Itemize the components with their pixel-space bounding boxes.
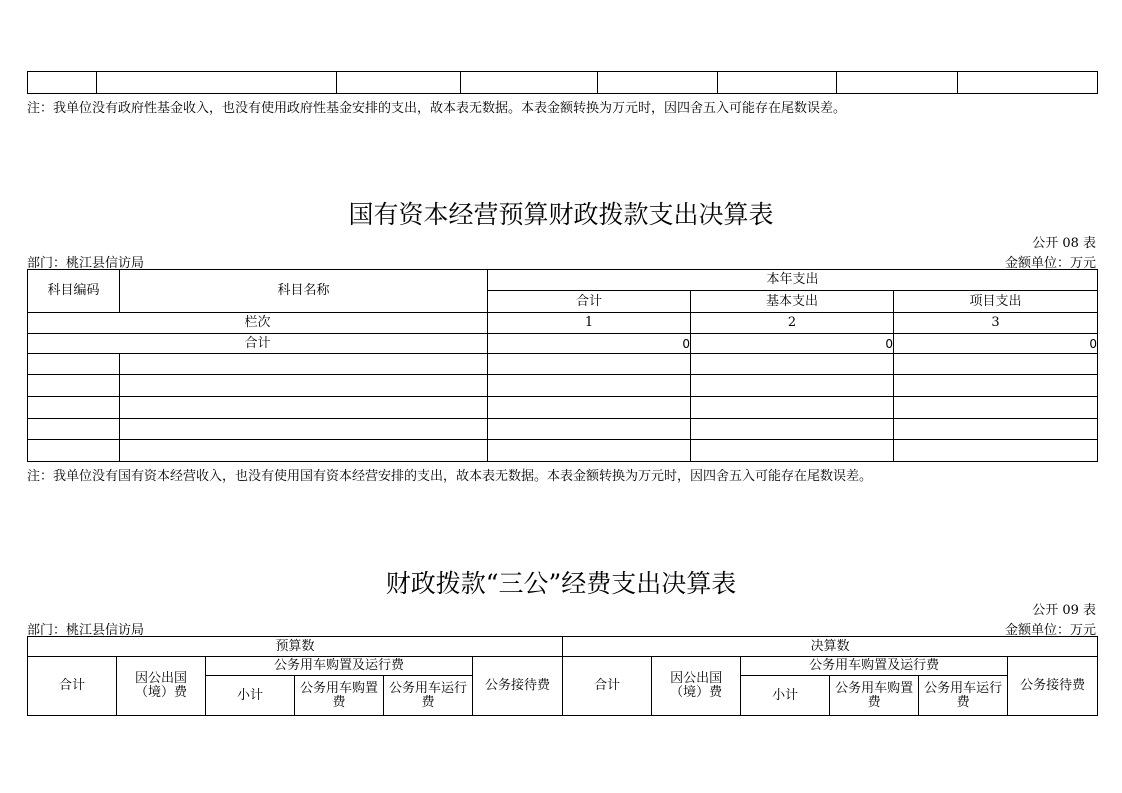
header-code: 科目编码 — [28, 270, 120, 313]
previous-table-fragment — [27, 71, 1098, 94]
table-cell — [120, 419, 488, 440]
final-abroad: 因公出国（境）费 — [652, 657, 741, 716]
final-header: 决算数 — [563, 637, 1098, 657]
table09-code: 公开 09 表 — [1032, 603, 1096, 618]
table-cell — [28, 354, 120, 375]
table-cell — [894, 397, 1098, 419]
table-cell — [894, 375, 1098, 397]
column-index-1: 1 — [488, 313, 691, 334]
table-cell — [837, 72, 958, 94]
table-cell — [894, 354, 1098, 375]
table-cell — [691, 440, 894, 462]
budget-abroad: 因公出国（境）费 — [117, 657, 206, 716]
column-index-label: 栏次 — [28, 313, 488, 334]
table-cell — [488, 397, 691, 419]
table-cell — [97, 72, 337, 94]
final-vehicle-operation: 公务用车运行费 — [919, 676, 1008, 716]
header-project: 项目支出 — [894, 291, 1098, 313]
table-cell — [28, 375, 120, 397]
table-cell — [488, 354, 691, 375]
table-cell — [28, 72, 97, 94]
header-current-year: 本年支出 — [488, 270, 1098, 291]
total-row-label: 合计 — [28, 334, 488, 354]
table-cell — [28, 440, 120, 462]
table-cell — [691, 397, 894, 419]
table-cell — [120, 440, 488, 462]
table-cell — [28, 397, 120, 419]
table-cell — [120, 375, 488, 397]
table-cell — [120, 397, 488, 419]
total-value-2: 0 — [691, 334, 894, 354]
table-cell — [488, 375, 691, 397]
total-value-3: 0 — [894, 334, 1098, 354]
budget-vehicle: 公务用车购置及运行费 — [206, 657, 473, 676]
column-index-2: 2 — [691, 313, 894, 334]
final-vehicle: 公务用车购置及运行费 — [741, 657, 1008, 676]
table08-note: 注：我单位没有国有资本经营收入，也没有使用国有资本经营安排的支出，故本表无数据。本表金额转换为万元时，因四舍五入可能存在尾数误差。 — [27, 469, 873, 484]
budget-total: 合计 — [28, 657, 117, 716]
total-value-1: 0 — [488, 334, 691, 354]
table-cell — [461, 72, 598, 94]
table-row — [28, 419, 1098, 440]
header-total: 合计 — [488, 291, 691, 313]
table-cell — [28, 419, 120, 440]
table-cell — [598, 72, 718, 94]
column-index-3: 3 — [894, 313, 1098, 334]
budget-vehicle-operation: 公务用车运行费 — [384, 676, 473, 716]
table08 — [27, 269, 1098, 462]
table-cell — [894, 440, 1098, 462]
table-cell — [691, 375, 894, 397]
budget-vehicle-purchase: 公务用车购置费 — [295, 676, 384, 716]
final-reception: 公务接待费 — [1008, 657, 1098, 716]
table-row — [28, 440, 1098, 462]
table-cell — [691, 419, 894, 440]
header-basic: 基本支出 — [691, 291, 894, 313]
table09-department: 部门：桃江县信访局 — [27, 623, 145, 638]
table-cell — [488, 419, 691, 440]
table-cell — [337, 72, 461, 94]
table08-code: 公开 08 表 — [1032, 236, 1096, 251]
final-vehicle-purchase: 公务用车购置费 — [830, 676, 919, 716]
budget-reception: 公务接待费 — [473, 657, 563, 716]
table-cell — [958, 72, 1098, 94]
budget-subtotal: 小计 — [206, 676, 295, 716]
table09-unit: 金额单位：万元 — [1004, 623, 1096, 638]
table08-unit: 金额单位：万元 — [1004, 256, 1096, 271]
table-row — [28, 354, 1098, 375]
table-row — [28, 375, 1098, 397]
top-note: 注：我单位没有政府性基金收入，也没有使用政府性基金安排的支出，故本表无数据。本表金额转换为万元时，因四舍五入可能存在尾数误差。 — [27, 101, 847, 116]
table-cell — [894, 419, 1098, 440]
budget-header: 预算数 — [28, 637, 563, 657]
table-cell — [120, 354, 488, 375]
table-row — [28, 397, 1098, 419]
header-name: 科目名称 — [120, 270, 488, 313]
final-total: 合计 — [563, 657, 652, 716]
table08-title: 国有资本经营预算财政拨款支出决算表 — [348, 200, 774, 229]
table09 — [27, 636, 1098, 716]
table-cell — [718, 72, 837, 94]
table08-department: 部门：桃江县信访局 — [27, 256, 145, 271]
table09-title: 财政拨款“三公”经费支出决算表 — [385, 569, 737, 598]
table-cell — [488, 440, 691, 462]
final-subtotal: 小计 — [741, 676, 830, 716]
table-cell — [691, 354, 894, 375]
